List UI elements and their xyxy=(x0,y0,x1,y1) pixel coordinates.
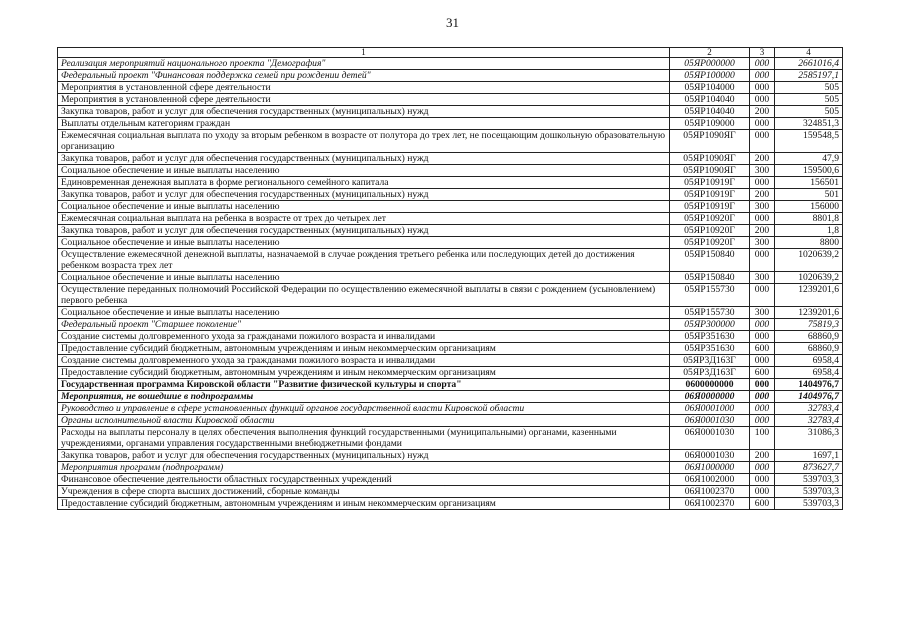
row-name: Социальное обеспечение и иные выплаты населению xyxy=(58,307,670,319)
row-code: 05ЯР104000 xyxy=(670,82,750,94)
row-name: Мероприятия, не вошедшие в подпрограммы xyxy=(58,391,670,403)
row-type: 600 xyxy=(750,367,775,379)
row-type: 600 xyxy=(750,498,775,510)
row-amount: 6958,4 xyxy=(775,355,843,367)
row-name: Ежемесячная социальная выплата по уходу за вторым ребенком в возрасте от полутора до трех лет, не посещающим дошкольную образовательную организацию xyxy=(58,130,670,153)
row-code: 05ЯР109000 xyxy=(670,118,750,130)
row-code: 05ЯР10919Г xyxy=(670,177,750,189)
row-code: 05ЯР351630 xyxy=(670,343,750,355)
row-code: 05ЯР3Д163Г xyxy=(670,355,750,367)
row-code: 06Я1002370 xyxy=(670,498,750,510)
row-code: 06Я0001030 xyxy=(670,427,750,450)
row-code: 05ЯР1090ЯГ xyxy=(670,165,750,177)
row-amount: 156000 xyxy=(775,201,843,213)
row-code: 05ЯР1090ЯГ xyxy=(670,153,750,165)
table-row xyxy=(58,130,843,153)
row-type: 300 xyxy=(750,237,775,249)
row-type: 000 xyxy=(750,213,775,225)
row-type: 200 xyxy=(750,450,775,462)
row-type: 000 xyxy=(750,331,775,343)
row-amount: 2585197,1 xyxy=(775,70,843,82)
row-type: 000 xyxy=(750,355,775,367)
row-name: Создание системы долговременного ухода за гражданами пожилого возраста и инвалидами xyxy=(58,355,670,367)
row-amount: 1404976,7 xyxy=(775,379,843,391)
table-row xyxy=(58,415,843,427)
row-name: Социальное обеспечение и иные выплаты населению xyxy=(58,237,670,249)
row-amount: 8800 xyxy=(775,237,843,249)
table-row xyxy=(58,450,843,462)
row-code: 05ЯР10920Г xyxy=(670,213,750,225)
table-row xyxy=(58,249,843,272)
table-row xyxy=(58,343,843,355)
table-row xyxy=(58,213,843,225)
row-name: Единовременная денежная выплата в форме регионального семейного капитала xyxy=(58,177,670,189)
table-row xyxy=(58,225,843,237)
row-amount: 2661016,4 xyxy=(775,58,843,70)
row-type: 100 xyxy=(750,427,775,450)
row-amount: 505 xyxy=(775,82,843,94)
table-row xyxy=(58,177,843,189)
row-code: 05ЯР10919Г xyxy=(670,189,750,201)
row-amount: 31086,3 xyxy=(775,427,843,450)
row-amount: 1020639,2 xyxy=(775,272,843,284)
row-type: 000 xyxy=(750,486,775,498)
row-type: 000 xyxy=(750,462,775,474)
row-code: 05ЯР150840 xyxy=(670,249,750,272)
row-amount: 1697,1 xyxy=(775,450,843,462)
row-name: Выплаты отдельным категориям граждан xyxy=(58,118,670,130)
row-amount: 8801,8 xyxy=(775,213,843,225)
table-row xyxy=(58,486,843,498)
row-code: 05ЯР10920Г xyxy=(670,225,750,237)
row-name: Социальное обеспечение и иные выплаты населению xyxy=(58,165,670,177)
row-code: 05ЯР10920Г xyxy=(670,237,750,249)
row-name: Реализация мероприятий национального проекта "Демография" xyxy=(58,58,670,70)
table-row xyxy=(58,403,843,415)
row-type: 200 xyxy=(750,153,775,165)
column-header-1: 1 xyxy=(58,48,670,58)
table-row xyxy=(58,379,843,391)
table-row xyxy=(58,201,843,213)
row-amount: 32783,4 xyxy=(775,415,843,427)
row-name: Расходы на выплаты персоналу в целях обеспечения выполнения функций государственными (муниципальными) органами, казенными учреждениями, органами управления государственными внебюджетными фондами xyxy=(58,427,670,450)
row-code: 05ЯР155730 xyxy=(670,284,750,307)
table-row xyxy=(58,58,843,70)
row-name: Мероприятия в установленной сфере деятельности xyxy=(58,94,670,106)
row-amount: 873627,7 xyxy=(775,462,843,474)
row-name: Органы исполнительной власти Кировской области xyxy=(58,415,670,427)
row-amount: 159548,5 xyxy=(775,130,843,153)
row-name: Закупка товаров, работ и услуг для обеспечения государственных (муниципальных) нужд xyxy=(58,225,670,237)
column-header-4: 4 xyxy=(775,48,843,58)
row-name: Руководство и управление в сфере установленных функций органов государственной власти Кировской области xyxy=(58,403,670,415)
row-code: 0600000000 xyxy=(670,379,750,391)
row-code: 06Я1002370 xyxy=(670,486,750,498)
row-code: 06Я0001030 xyxy=(670,450,750,462)
row-type: 000 xyxy=(750,58,775,70)
row-amount: 539703,3 xyxy=(775,474,843,486)
row-amount: 1,8 xyxy=(775,225,843,237)
row-name: Социальное обеспечение и иные выплаты населению xyxy=(58,272,670,284)
row-name: Федеральный проект "Финансовая поддержка семей при рождении детей" xyxy=(58,70,670,82)
row-type: 000 xyxy=(750,70,775,82)
column-header-2: 2 xyxy=(670,48,750,58)
row-name: Социальное обеспечение и иные выплаты населению xyxy=(58,201,670,213)
table-row xyxy=(58,189,843,201)
table-row xyxy=(58,70,843,82)
row-name: Предоставление субсидий бюджетным, автономным учреждениям и иным некоммерческим организациям xyxy=(58,343,670,355)
row-code: 06Я0000000 xyxy=(670,391,750,403)
row-amount: 1404976,7 xyxy=(775,391,843,403)
row-name: Закупка товаров, работ и услуг для обеспечения государственных (муниципальных) нужд xyxy=(58,153,670,165)
table-row xyxy=(58,391,843,403)
row-type: 200 xyxy=(750,106,775,118)
table-row xyxy=(58,118,843,130)
table-row xyxy=(58,367,843,379)
row-code: 05ЯР104040 xyxy=(670,94,750,106)
row-amount: 68860,9 xyxy=(775,343,843,355)
row-type: 300 xyxy=(750,165,775,177)
row-type: 000 xyxy=(750,391,775,403)
table-row xyxy=(58,284,843,307)
row-amount: 68860,9 xyxy=(775,331,843,343)
row-name: Мероприятия в установленной сфере деятельности xyxy=(58,82,670,94)
row-amount: 47,9 xyxy=(775,153,843,165)
row-type: 000 xyxy=(750,177,775,189)
row-code: 05ЯР100000 xyxy=(670,70,750,82)
row-type: 000 xyxy=(750,82,775,94)
row-type: 000 xyxy=(750,130,775,153)
row-amount: 1020639,2 xyxy=(775,249,843,272)
table-row xyxy=(58,272,843,284)
row-code: 05ЯР104040 xyxy=(670,106,750,118)
row-name: Создание системы долговременного ухода за гражданами пожилого возраста и инвалидами xyxy=(58,331,670,343)
row-name: Финансовое обеспечение деятельности областных государственных учреждений xyxy=(58,474,670,486)
table-row xyxy=(58,355,843,367)
budget-table xyxy=(57,47,843,510)
table-row xyxy=(58,462,843,474)
row-code: 05ЯР000000 xyxy=(670,58,750,70)
row-type: 000 xyxy=(750,403,775,415)
table-row xyxy=(58,153,843,165)
row-amount: 1239201,6 xyxy=(775,307,843,319)
row-type: 000 xyxy=(750,118,775,130)
row-name: Осуществление ежемесячной денежной выплаты, назначаемой в случае рождения третьего ребенка или последующих детей до достижения ребенком возраста трех лет xyxy=(58,249,670,272)
row-amount: 539703,3 xyxy=(775,498,843,510)
row-type: 300 xyxy=(750,272,775,284)
row-code: 05ЯР155730 xyxy=(670,307,750,319)
column-header-3: 3 xyxy=(750,48,775,58)
row-type: 300 xyxy=(750,307,775,319)
table-row xyxy=(58,319,843,331)
table-row xyxy=(58,307,843,319)
table-row xyxy=(58,498,843,510)
row-amount: 156501 xyxy=(775,177,843,189)
row-amount: 159500,6 xyxy=(775,165,843,177)
row-code: 06Я1000000 xyxy=(670,462,750,474)
row-amount: 1239201,6 xyxy=(775,284,843,307)
row-type: 000 xyxy=(750,94,775,106)
row-name: Государственная программа Кировской области "Развитие физической культуры и спорта" xyxy=(58,379,670,391)
row-type: 000 xyxy=(750,249,775,272)
row-type: 300 xyxy=(750,201,775,213)
row-code: 06Я0001030 xyxy=(670,415,750,427)
row-code: 05ЯР3Д163Г xyxy=(670,367,750,379)
table-row xyxy=(58,474,843,486)
table-row xyxy=(58,94,843,106)
table-row xyxy=(58,82,843,94)
row-name: Осуществление переданных полномочий Российской Федерации по осуществлению ежемесячной выплаты в связи с рождением (усыновлением) первого ребенка xyxy=(58,284,670,307)
row-name: Федеральный проект "Старшее поколение" xyxy=(58,319,670,331)
row-code: 06Я0001000 xyxy=(670,403,750,415)
row-type: 000 xyxy=(750,415,775,427)
row-name: Закупка товаров, работ и услуг для обеспечения государственных (муниципальных) нужд xyxy=(58,106,670,118)
row-type: 000 xyxy=(750,284,775,307)
row-amount: 324851,3 xyxy=(775,118,843,130)
row-code: 05ЯР150840 xyxy=(670,272,750,284)
row-amount: 75819,3 xyxy=(775,319,843,331)
row-type: 600 xyxy=(750,343,775,355)
row-name: Предоставление субсидий бюджетным, автономным учреждениям и иным некоммерческим организациям xyxy=(58,367,670,379)
row-type: 000 xyxy=(750,474,775,486)
row-name: Закупка товаров, работ и услуг для обеспечения государственных (муниципальных) нужд xyxy=(58,450,670,462)
row-type: 000 xyxy=(750,379,775,391)
table-row xyxy=(58,106,843,118)
table-row xyxy=(58,331,843,343)
row-amount: 501 xyxy=(775,189,843,201)
row-name: Закупка товаров, работ и услуг для обеспечения государственных (муниципальных) нужд xyxy=(58,189,670,201)
row-name: Учреждения в сфере спорта высших достижений, сборные команды xyxy=(58,486,670,498)
row-amount: 6958,4 xyxy=(775,367,843,379)
row-code: 05ЯР351630 xyxy=(670,331,750,343)
row-type: 000 xyxy=(750,319,775,331)
row-name: Ежемесячная социальная выплата на ребенка в возрасте от трех до четырех лет xyxy=(58,213,670,225)
row-type: 200 xyxy=(750,225,775,237)
row-amount: 505 xyxy=(775,106,843,118)
table-body xyxy=(58,58,843,510)
row-code: 06Я1002000 xyxy=(670,474,750,486)
table-row xyxy=(58,237,843,249)
table-row xyxy=(58,165,843,177)
row-type: 200 xyxy=(750,189,775,201)
page-number: 31 xyxy=(446,15,459,30)
row-name: Мероприятия программ (подпрограмм) xyxy=(58,462,670,474)
row-name: Предоставление субсидий бюджетным, автономным учреждениям и иным некоммерческим организациям xyxy=(58,498,670,510)
row-amount: 32783,4 xyxy=(775,403,843,415)
table-row xyxy=(58,427,843,450)
table-header-row xyxy=(58,48,843,58)
row-code: 05ЯР10919Г xyxy=(670,201,750,213)
row-code: 05ЯР300000 xyxy=(670,319,750,331)
row-amount: 539703,3 xyxy=(775,486,843,498)
row-code: 05ЯР1090ЯГ xyxy=(670,130,750,153)
row-amount: 505 xyxy=(775,94,843,106)
